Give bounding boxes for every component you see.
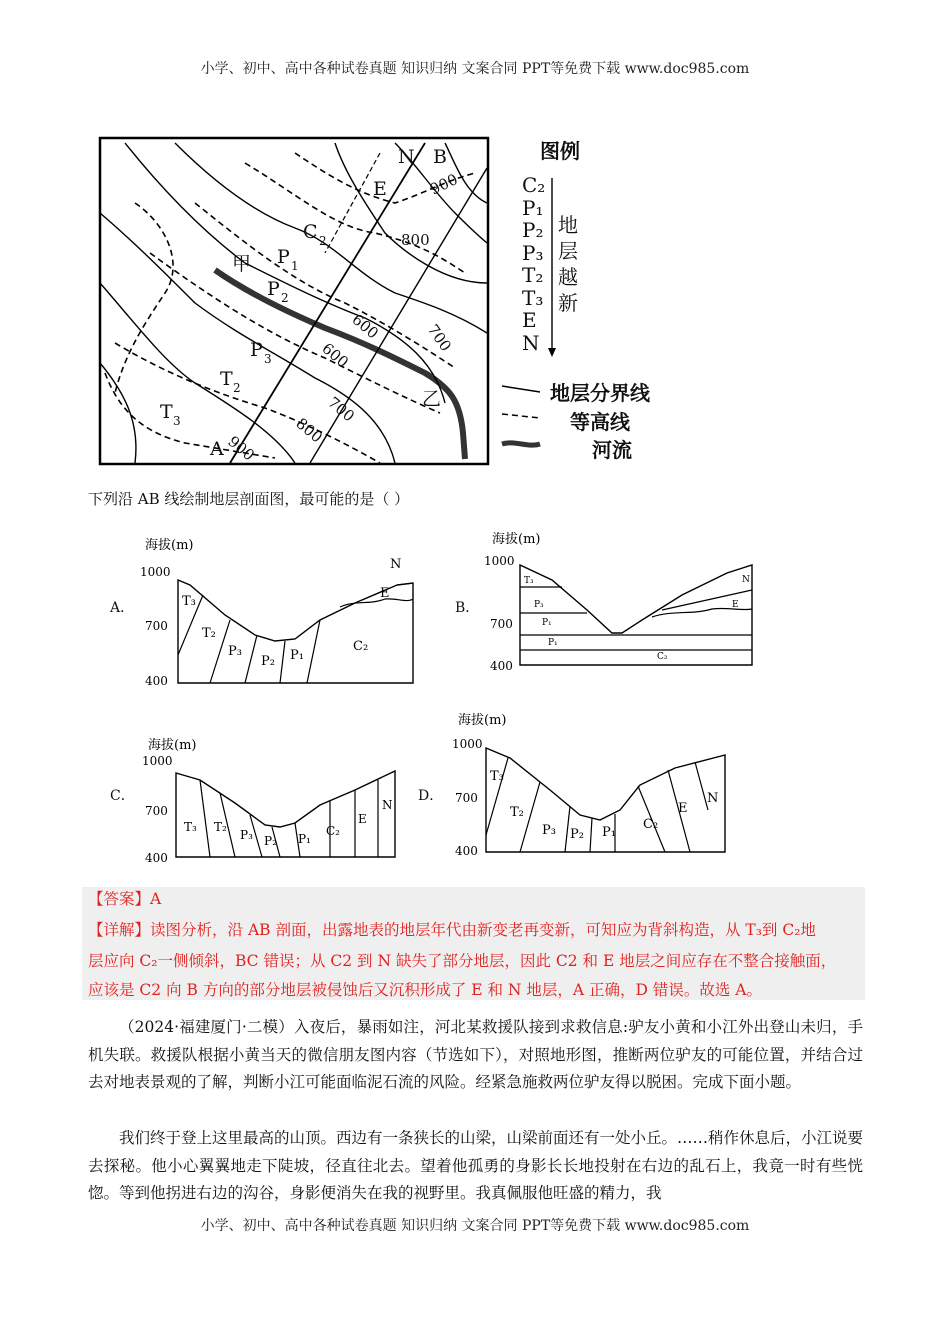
svg-text:2: 2 [319,234,327,248]
map-label-jia: 甲 [232,253,252,275]
legend-boundary: 地层分界线 [550,381,650,405]
svg-text:400: 400 [455,844,478,858]
svg-text:700: 700 [490,617,513,631]
svg-text:400: 400 [145,674,168,688]
svg-text:1: 1 [291,259,299,273]
svg-text:700: 700 [145,619,168,633]
contour-label: 800 [401,231,430,249]
svg-text:T₃: T₃ [182,594,196,609]
option-d-chart[interactable] [450,710,735,860]
legend-newer: 地 层 越 新 [558,213,578,315]
svg-text:E: E [358,812,367,826]
svg-text:N: N [707,791,719,806]
svg-text:P₂: P₂ [570,827,584,842]
answer-value: A [150,890,162,908]
map-label-t2: T [220,368,233,390]
explanation-line-1: 【详解】读图分析，沿 AB 剖面，出露地表的地层年代由新变老再变新，可知应为背斜构造，从 T₃到 C₂地 [88,921,816,939]
map-label-p2: P [267,278,280,300]
svg-text:C₂: C₂ [326,824,340,838]
svg-text:P₃: P₃ [542,823,556,838]
svg-text:P₁: P₁ [298,832,311,846]
svg-text:T₃: T₃ [524,576,534,586]
map-label-t3: T [160,401,173,423]
svg-text:E: E [732,600,739,610]
svg-text:E: E [380,586,390,601]
contour-label: 600 [318,339,352,372]
svg-text:700: 700 [145,804,168,818]
contour-label: 700 [324,393,358,426]
svg-text:海拔(m): 海拔(m) [148,738,197,753]
svg-text:C₂: C₂ [353,639,369,654]
explanation-line-2: 层应向 C₂一侧倾斜，BC 错误；从 C2 到 N 缺失了部分地层，因此 C2 和 E 地层之间应存在不整合接触面， [88,952,837,970]
answer-line: 【答案】A [88,890,162,908]
svg-text:2: 2 [233,381,241,395]
map-label-e: E [373,178,387,200]
legend-contour: 等高线 [570,410,630,434]
option-b-label[interactable]: B． [455,600,480,616]
svg-text:C₂: C₂ [657,652,668,662]
legend-sequence: C₂ P₁ P₂ P₃ T₂ T₃ E N [522,173,546,355]
svg-text:T₃: T₃ [184,820,197,834]
svg-text:2: 2 [281,291,289,305]
passage-excerpt: 我们终于登上这里最高的山顶。西边有一条狭长的山梁，山梁前面还有一处小丘。……稍作休息后，小江说要去探秘。他小心翼翼地走下陡坡，径直往北去。望着他孤勇的身影长长地投射在右边的乱石上，我竟一时有些恍惚。等到他拐进右边的沟谷，身影便消失在我的视野里。我真佩服他旺盛的精力，我 [88,1129,864,1202]
option-d-label[interactable]: D． [418,788,444,804]
svg-text:P₃: P₃ [240,828,253,842]
contour-label: 800 [292,414,326,447]
contour-label: 900 [224,432,258,465]
svg-text:海拔(m): 海拔(m) [492,532,541,547]
map-label-yi: 乙 [422,388,442,410]
svg-text:400: 400 [490,659,513,673]
map-label-b: B [433,146,447,168]
legend-line-samples [500,378,545,458]
svg-text:N: N [742,575,750,585]
legend-river: 河流 [592,438,632,462]
svg-text:E: E [678,801,688,816]
question-text: 下列沿 AB 线绘制地层剖面图，最可能的是（ ） [88,490,410,508]
svg-text:P₁: P₁ [548,638,558,648]
svg-text:T₂: T₂ [202,626,216,641]
map-label-c2: C [303,221,318,243]
option-a-label[interactable]: A． [110,600,135,616]
contour-label: 700 [423,320,455,355]
strata-boundaries [100,143,487,463]
svg-text:C₂: C₂ [643,817,659,832]
svg-text:P₃: P₃ [228,644,242,659]
map-label-p3: P [250,339,263,361]
svg-text:N: N [382,798,393,812]
svg-text:T₂: T₂ [214,820,227,834]
map-label-n: N [398,146,415,168]
svg-text:P₂: P₂ [264,834,277,848]
option-a-chart[interactable] [135,535,420,690]
map-label-p1: P [277,246,290,268]
option-c-chart[interactable] [140,735,425,865]
svg-text:海拔(m): 海拔(m) [458,713,507,728]
svg-text:N: N [390,557,402,572]
svg-text:3: 3 [264,352,272,366]
contour-label: 900 [427,170,461,199]
svg-text:P₁: P₁ [602,825,616,840]
page-header: 小学、初中、高中各种试卷真题 知识归纳 文案合同 PPT等免费下载 www.doc985.com [200,61,750,77]
svg-text:P₂: P₂ [261,654,275,669]
option-c-label[interactable]: C． [110,788,135,804]
map-label-a: A [210,438,224,460]
option-b-chart[interactable] [482,525,762,680]
svg-text:1000: 1000 [142,754,173,768]
contour-label: 600 [348,310,382,343]
passage-intro: （2024·福建厦门·二模）入夜后，暴雨如注，河北某救援队接到求救信息:驴友小黄和小江外出登山未归，手机失联。救援队根据小黄当天的微信朋友图内容（节选如下），对照地形图，推断两位驴友的可能位置，并结合过去对地表景观的了解，判断小江可能面临泥石流的风险。经紧急施救两位驴友得以脱困。完成下面小题。 [88,1018,863,1091]
svg-text:700: 700 [455,791,478,805]
legend-arrow-icon [547,178,557,358]
svg-text:1000: 1000 [452,737,483,751]
svg-text:T₂: T₂ [510,805,524,820]
geologic-map [95,133,495,471]
svg-text:T₃: T₃ [490,769,504,784]
svg-text:海拔(m): 海拔(m) [145,538,194,553]
svg-text:P₁: P₁ [542,618,552,628]
page-footer: 小学、初中、高中各种试卷真题 知识归纳 文案合同 PPT等免费下载 www.doc985.com [200,1218,750,1234]
explanation-line-3: 应该是 C2 向 B 方向的部分地层被侵蚀后又沉积形成了 E 和 N 地层，A 正确，D 错误。故选 A。 [88,981,763,999]
ab-line [230,143,425,463]
svg-text:1000: 1000 [140,565,171,579]
svg-text:P₁: P₁ [290,648,304,663]
svg-text:400: 400 [145,851,168,865]
svg-text:P₃: P₃ [534,600,544,610]
svg-text:3: 3 [173,414,181,428]
legend-title: 图例 [540,139,580,163]
svg-text:1000: 1000 [484,554,515,568]
